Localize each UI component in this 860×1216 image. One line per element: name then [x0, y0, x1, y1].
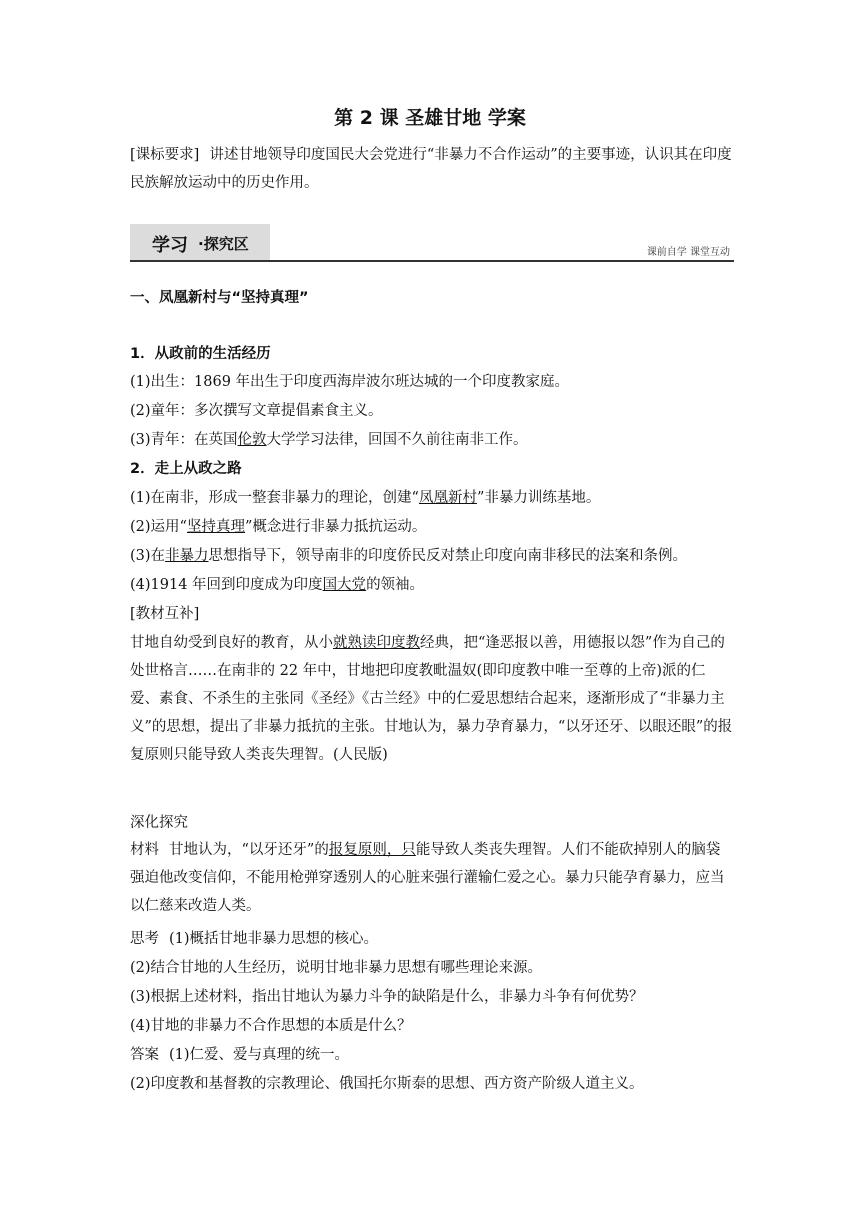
answer-item-1	[130, 1045, 349, 1065]
underlined-term: 凤凰新村	[418, 490, 477, 506]
think-item-4: (4)甘地的非暴力不合作思想的本质是什么？	[130, 1018, 412, 1034]
section-banner	[130, 224, 734, 262]
answer-label: 答案	[130, 1047, 159, 1063]
text-fragment: (1)仁爱、爱与真理的统一。	[169, 1047, 350, 1063]
text-fragment: (3)青年：在英国	[130, 432, 238, 448]
text-fragment: (4)1914 年回到印度成为印度	[130, 577, 323, 593]
banner-sub-label: ·探究区	[198, 235, 249, 253]
underlined-term: 报复原则，只	[328, 842, 416, 858]
sub2-heading: 2．走上从政之路	[130, 461, 242, 477]
sub2-item-2	[130, 517, 426, 537]
text-fragment: 经典，把“逢恶报以善，用德报以怨”作为自己的处世格言……在南非的 22 年中，甘地把印度教毗温奴(即印度教中唯一至尊的上帝)派的仁爱、素食、不杀生的主张同《圣经》《古兰经》中的仁爱思想结合起来，逐渐形成了“非暴力主义”的思想，提出了非暴力抵抗的主张。甘地认为，暴力孕育暴力，“以牙还牙、以眼还眼”的报复原则只能导致人类丧失理智。(人民版)	[130, 635, 733, 763]
page-title: 第 2 课 圣雄甘地 学案	[334, 107, 526, 129]
text-fragment: (1)概括甘地非暴力思想的核心。	[169, 931, 379, 947]
underlined-term: 坚持真理	[186, 519, 245, 535]
text-fragment: ”概念进行非暴力抵抗运动。	[244, 519, 427, 535]
banner-main-label: 学习	[152, 235, 188, 256]
answer-item-2: (2)印度教和基督教的宗教理论、俄国托尔斯泰的思想、西方资产阶级人道主义。	[130, 1076, 644, 1092]
text-fragment: 甘地自幼受到良好的教育，从小	[130, 635, 333, 651]
text-fragment: 甘地认为，“以牙还牙”的	[169, 842, 329, 858]
sub1-heading: 1．从政前的生活经历	[130, 346, 271, 362]
text-fragment: (2)运用“	[130, 519, 187, 535]
supplement-paragraph	[130, 629, 734, 769]
deep-heading: 深化探究	[130, 815, 188, 831]
material-paragraph	[130, 836, 734, 920]
sub1-item-3	[130, 430, 528, 450]
underlined-term: 非暴力	[165, 548, 209, 564]
requirement-text: 讲述甘地领导印度国民大会党进行“非暴力不合作运动”的主要事迹，认识其在印度民族解放运动中的历史作用。	[130, 147, 732, 191]
think-item-2: (2)结合甘地的人生经历，说明甘地非暴力思想有哪些理论来源。	[130, 960, 543, 976]
sub1-item-1: (1)出生：1869 年出生于印度西海岸波尔班达城的一个印度教家庭。	[130, 374, 570, 390]
think-item-1	[130, 929, 378, 949]
section1-heading: 一、凤凰新村与“坚持真理”	[130, 290, 309, 306]
banner-divider	[130, 260, 734, 262]
sub2-item-4	[130, 575, 424, 595]
text-fragment: 能导致人类丧失理智。人们不能砍掉别人的脑袋强迫他改变信仰，不能用枪弹穿透别人的心脏来强行灌输仁爱之心。暴力只能孕育暴力，应当以仁慈来改造人类。	[130, 842, 725, 914]
think-item-3: (3)根据上述材料，指出甘地认为暴力斗争的缺陷是什么，非暴力斗争有何优势？	[130, 989, 644, 1005]
underlined-term: 国大党	[322, 577, 367, 593]
text-fragment: (1)在南非，形成一整套非暴力的理论，创建“	[130, 490, 419, 506]
underlined-term: 伦敦	[237, 432, 267, 448]
underlined-term: 就熟读印度教	[333, 635, 420, 651]
text-fragment: ”非暴力训练基地。	[476, 490, 601, 506]
material-label: 材料	[130, 842, 159, 858]
sub1-item-2: (2)童年：多次撰写文章提倡素食主义。	[130, 403, 383, 419]
sub2-item-3	[130, 546, 687, 566]
text-fragment: 大学学习法律，回国不久前往南非工作。	[266, 432, 528, 448]
sub2-item-1	[130, 488, 600, 508]
think-label: 思考	[130, 931, 159, 947]
supplement-heading: [教材互补]	[130, 606, 200, 622]
text-fragment: (3)在	[130, 548, 166, 564]
requirement-label: [课标要求]	[130, 147, 200, 163]
banner-right-label: 课前自学 课堂互动	[646, 247, 730, 258]
curriculum-requirement	[130, 141, 734, 197]
text-fragment: 的领袖。	[366, 577, 425, 593]
text-fragment: 思想指导下，领导南非的印度侨民反对禁止印度向南非移民的法案和条例。	[208, 548, 688, 564]
